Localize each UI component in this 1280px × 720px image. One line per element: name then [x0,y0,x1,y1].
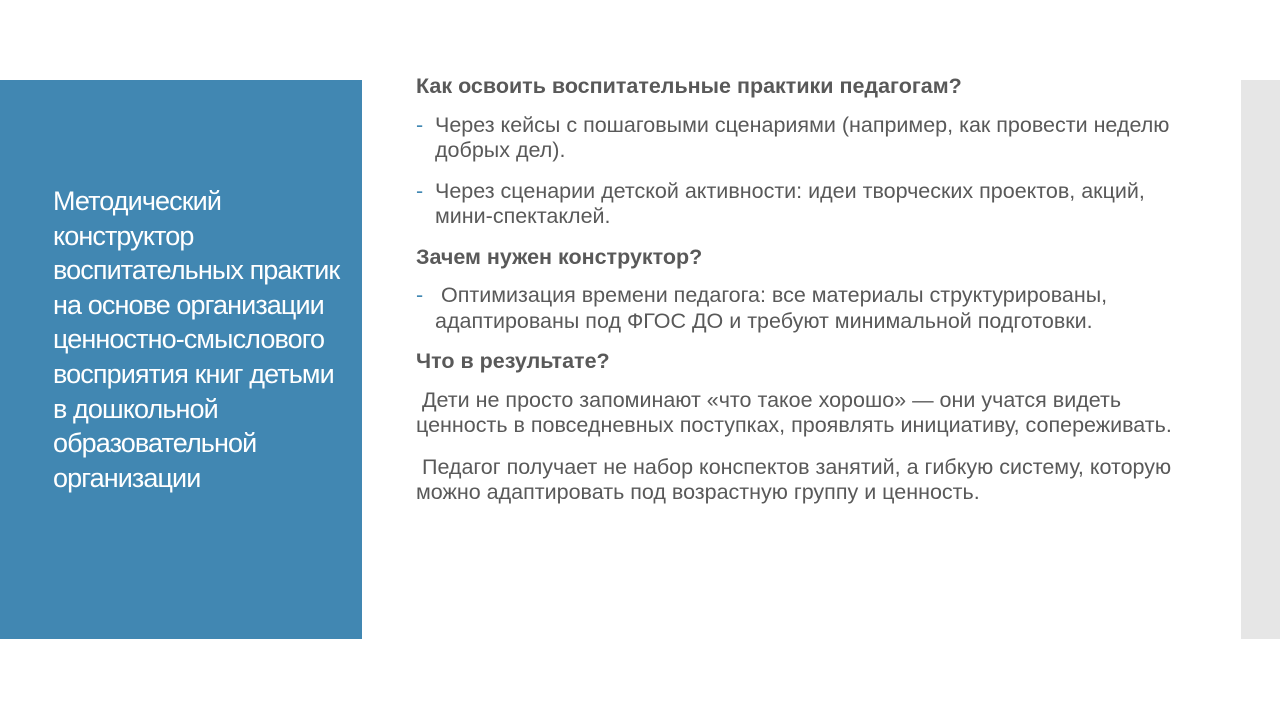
slide-title: Методический конструктор воспитательных практик на основе организации ценностно-смыслового восприятия книг детьми в дошкольной образовательной организации [53,186,340,493]
section-heading-why: Зачем нужен конструктор? [416,244,703,269]
result-paragraph: Педагог получает не набор конспектов занятий, а гибкую систему, которую можно адаптировать под возрастную группу и ценность. [416,454,1178,504]
section-heading-how: Как освоить воспитательные практики педагогам? [416,74,962,98]
slide-content [416,74,1196,522]
list-item-text: Через кейсы с пошаговыми сценариями (например, как провести неделю добрых дел). [435,112,1170,162]
bullet-dash: - [416,178,424,203]
result-paragraph: Дети не просто запоминают «что такое хорошо» — они учатся видеть ценность в повседневных поступках, проявлять инициативу, сопереживать. [416,387,1172,437]
list-item [416,283,1196,334]
section-heading-result: Что в результате? [416,349,610,373]
list-item-text: Оптимизация времени педагога: все материалы структурированы, адаптированы под ФГОС ДО и требуют минимальной подготовки. [435,283,1114,333]
list-item [416,113,1196,164]
list-item-text: Через сценарии детской активности: идеи творческих проектов, акций, мини-спектаклей. [435,178,1145,228]
right-accent-strip [1241,80,1280,639]
bullet-dash: - [416,112,424,137]
list-item [416,179,1196,230]
bullet-dash: - [416,283,424,307]
